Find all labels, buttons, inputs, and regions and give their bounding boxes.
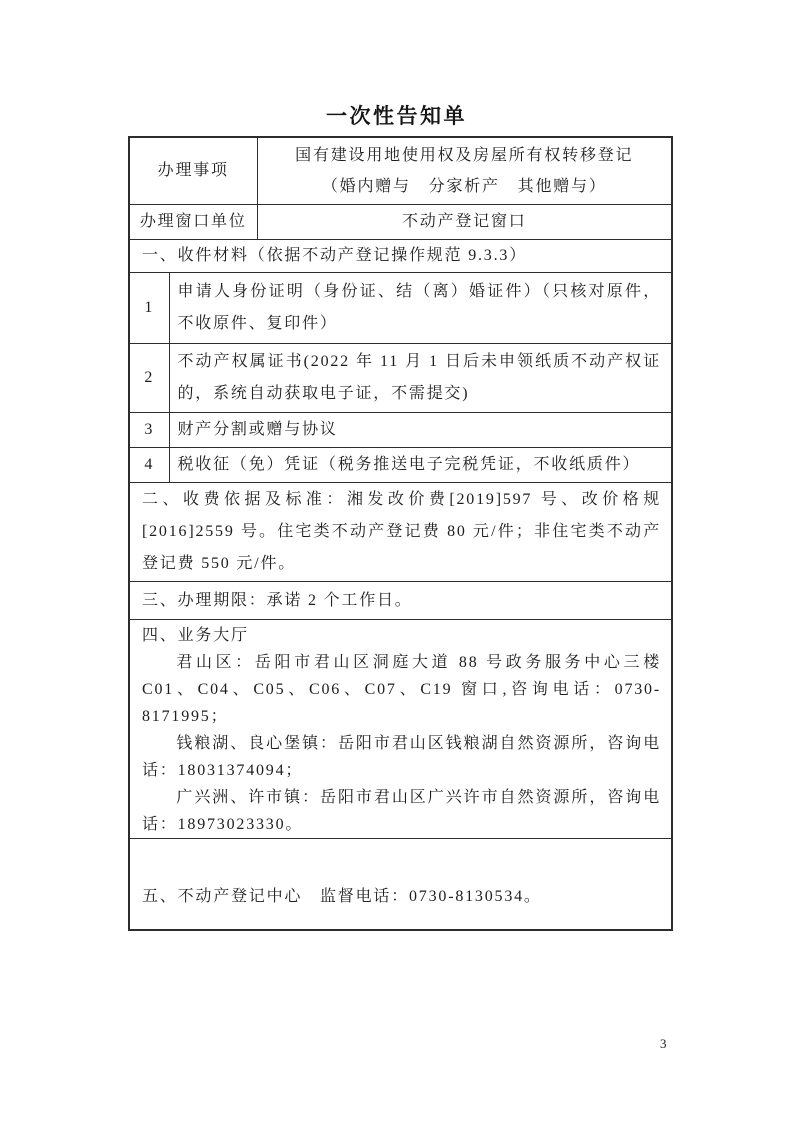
section1-heading: 一、收件材料（依据不动产登记操作规范 9.3.3） bbox=[129, 240, 672, 273]
material-row bbox=[129, 273, 672, 344]
notice-table bbox=[128, 136, 673, 931]
material-number: 1 bbox=[129, 273, 169, 344]
material-number: 3 bbox=[129, 413, 169, 448]
material-text: 申请人身份证明（身份证、结（离）婚证件）（只核对原件，不收原件、复印件） bbox=[169, 273, 672, 344]
material-text: 不动产权属证书(2022 年 11 月 1 日后未申领纸质不动产权证的，系统自动获取电子证，不需提交) bbox=[169, 344, 672, 413]
material-number: 4 bbox=[129, 448, 169, 483]
document-title: 一次性告知单 bbox=[326, 104, 467, 128]
window-unit-value: 不动产登记窗口 bbox=[257, 205, 672, 240]
row-section2-fees bbox=[129, 483, 672, 582]
section2-text: 二、收费依据及标准：湘发改价费[2019]597 号、改价格规[2016]2559 号。住宅类不动产登记费 80 元/件；非住宅类不动产登记费 550 元/件。 bbox=[129, 483, 672, 582]
section5-text: 五、不动产登记中心 监督电话：0730-8130534。 bbox=[129, 839, 672, 931]
material-text: 税收征（免）凭证（税务推送电子完税凭证，不收纸质件） bbox=[169, 448, 672, 483]
section4-paragraph-guangxingzhou: 广兴洲、许市镇：岳阳市君山区广兴许市自然资源所，咨询电话：18973023330。 bbox=[142, 789, 661, 833]
row-window-unit bbox=[129, 205, 672, 240]
matter-value-line2: （婚内赠与 分家析产 其他赠与） bbox=[321, 178, 607, 195]
section4-paragraph-qianlianghu: 钱粮湖、良心堡镇：岳阳市君山区钱粮湖自然资源所，咨询电话：18031374094； bbox=[142, 735, 661, 779]
row-section3-deadline bbox=[129, 582, 672, 620]
page-number: 3 bbox=[660, 1036, 667, 1051]
matter-label: 办理事项 bbox=[129, 137, 257, 205]
section4-heading: 四、业务大厅 bbox=[142, 627, 249, 644]
row-section1-heading bbox=[129, 240, 672, 273]
section3-text: 三、办理期限：承诺 2 个工作日。 bbox=[129, 582, 672, 620]
material-number: 2 bbox=[129, 344, 169, 413]
material-row bbox=[129, 413, 672, 448]
material-text: 财产分割或赠与协议 bbox=[169, 413, 672, 448]
matter-value bbox=[257, 137, 672, 205]
section4-paragraph-junshan: 君山区：岳阳市君山区洞庭大道 88 号政务服务中心三楼 C01、C04、C05、C06、C07、C19 窗口,咨询电话：0730-8171995； bbox=[142, 654, 661, 725]
matter-value-line1: 国有建设用地使用权及房屋所有权转移登记 bbox=[295, 147, 634, 164]
section4-cell bbox=[129, 620, 672, 839]
row-section5-supervision bbox=[129, 839, 672, 931]
row-section4-halls bbox=[129, 620, 672, 839]
window-unit-label: 办理窗口单位 bbox=[129, 205, 257, 240]
row-matter bbox=[129, 137, 672, 205]
material-row bbox=[129, 448, 672, 483]
material-row bbox=[129, 344, 672, 413]
